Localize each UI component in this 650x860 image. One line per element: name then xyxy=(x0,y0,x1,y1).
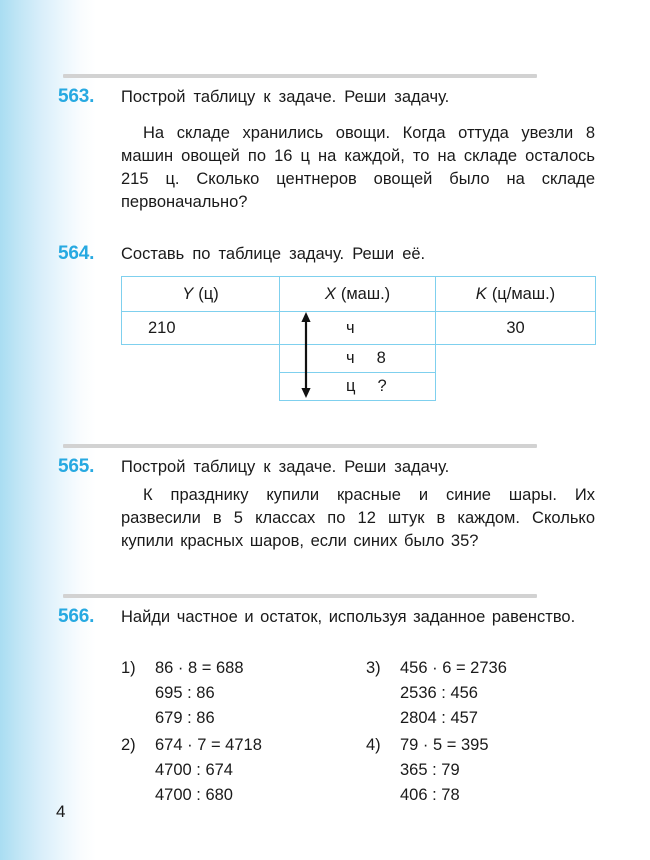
exercise-566-item-1 xyxy=(121,656,351,731)
table-header-k xyxy=(435,276,596,312)
exercise-566-item-4-line-1 xyxy=(366,733,596,758)
section-rule-566 xyxy=(63,594,537,598)
exercise-566-item-2 xyxy=(121,733,351,808)
exercise-566-item-3-expr-2: 2536 : 456 xyxy=(400,684,478,702)
exercise-566-item-2-line-2 xyxy=(121,758,351,783)
exercise-566-item-1-line-2 xyxy=(121,681,351,706)
section-rule-565 xyxy=(63,444,537,448)
exercise-566-item-1-expr-1: 86 · 8 = 688 xyxy=(155,659,244,677)
table-cell-x-row2-label: ч xyxy=(346,349,355,367)
exercise-566-column-right xyxy=(366,656,596,810)
table-cell-y-value: 210 xyxy=(121,311,280,345)
exercise-566-item-1-expr-3: 679 : 86 xyxy=(155,709,215,727)
exercise-566-item-4-line-3 xyxy=(366,783,596,808)
exercise-566-item-3-line-1 xyxy=(366,656,596,681)
exercise-566-item-2-expr-2: 4700 : 674 xyxy=(155,761,233,779)
exercise-566-item-3-expr-1: 456 · 6 = 2736 xyxy=(400,659,507,677)
exercise-566-column-left xyxy=(121,656,351,810)
exercise-text-565: К празднику купили красные и синие шары. Их развесили в 5 классах по 12 штук в каждом. Сколько купили красных шаров, если синих было 35? xyxy=(121,486,595,550)
table-cell-x-row2-value: 8 xyxy=(376,349,386,367)
exercise-text-563: На складе хранились овощи. Когда оттуда увезли 8 машин овощей по 16 ц на каждой, то на складе осталось 215 ц. Сколько центнеров овощей было на складе первоначально? xyxy=(121,124,595,211)
exercise-566-item-1-line-3 xyxy=(121,706,351,731)
exercise-566-item-3-line-3 xyxy=(366,706,596,731)
table-header-k-symbol: K xyxy=(475,284,487,303)
exercise-566-item-2-expr-3: 4700 : 680 xyxy=(155,786,233,804)
table-header-y xyxy=(121,276,280,312)
exercise-body-563 xyxy=(121,86,595,214)
exercise-566-item-4-line-2 xyxy=(366,758,596,783)
exercise-instruction-565: Построй таблицу к задаче. Реши задачу. xyxy=(121,458,450,476)
exercise-instruction-564: Составь по таблице задачу. Реши её. xyxy=(121,245,426,263)
problem-table-564 xyxy=(121,276,596,400)
exercise-body-565 xyxy=(121,456,595,553)
exercise-566-item-4-expr-2: 365 : 79 xyxy=(400,761,460,779)
table-header-x-unit: (маш.) xyxy=(340,284,391,303)
exercise-instruction-563: Построй таблицу к задаче. Реши задачу. xyxy=(121,88,450,106)
table-cell-k-value: 30 xyxy=(435,311,596,345)
table-cell-x-row3-value: ? xyxy=(377,377,387,395)
double-arrow-icon xyxy=(299,312,313,398)
exercise-number-565: 565. xyxy=(58,456,95,477)
exercise-566-item-1-line-1 xyxy=(121,656,351,681)
exercise-566-item-2-marker: 2) xyxy=(121,736,136,754)
exercise-number-566: 566. xyxy=(58,606,95,627)
exercise-566-item-2-line-3 xyxy=(121,783,351,808)
exercise-566-item-4 xyxy=(366,733,596,808)
exercise-body-566 xyxy=(121,606,595,629)
exercise-566-item-3 xyxy=(366,656,596,731)
exercise-566-item-3-expr-3: 2804 : 457 xyxy=(400,709,478,727)
section-rule-563 xyxy=(63,74,537,78)
exercise-instruction-566: Найди частное и остаток, используя заданное равенство. xyxy=(121,608,576,626)
exercise-566-item-1-expr-2: 695 : 86 xyxy=(155,684,215,702)
page-number: 4 xyxy=(56,802,66,821)
exercise-body-564 xyxy=(121,243,595,266)
table-header-x xyxy=(279,276,436,312)
exercise-566-item-3-marker: 3) xyxy=(366,659,381,677)
table-header-y-symbol: Y xyxy=(182,284,194,303)
exercise-566-item-3-line-2 xyxy=(366,681,596,706)
exercise-number-564: 564. xyxy=(58,243,95,264)
exercise-566-item-2-line-1 xyxy=(121,733,351,758)
table-header-y-unit: (ц) xyxy=(198,284,219,303)
exercise-566-item-4-expr-1: 79 · 5 = 395 xyxy=(400,736,489,754)
table-cell-x-row1-label: ч xyxy=(346,318,355,337)
exercise-566-item-4-marker: 4) xyxy=(366,736,381,754)
table-cell-x-row3-label: ц xyxy=(346,377,356,395)
exercise-566-item-2-expr-1: 674 · 7 = 4718 xyxy=(155,736,262,754)
table-header-x-symbol: X xyxy=(324,284,336,303)
exercise-566-item-4-expr-3: 406 : 78 xyxy=(400,786,460,804)
exercise-566-item-1-marker: 1) xyxy=(121,659,136,677)
exercise-number-563: 563. xyxy=(58,86,95,107)
table-header-k-unit: (ц/маш.) xyxy=(491,284,556,303)
